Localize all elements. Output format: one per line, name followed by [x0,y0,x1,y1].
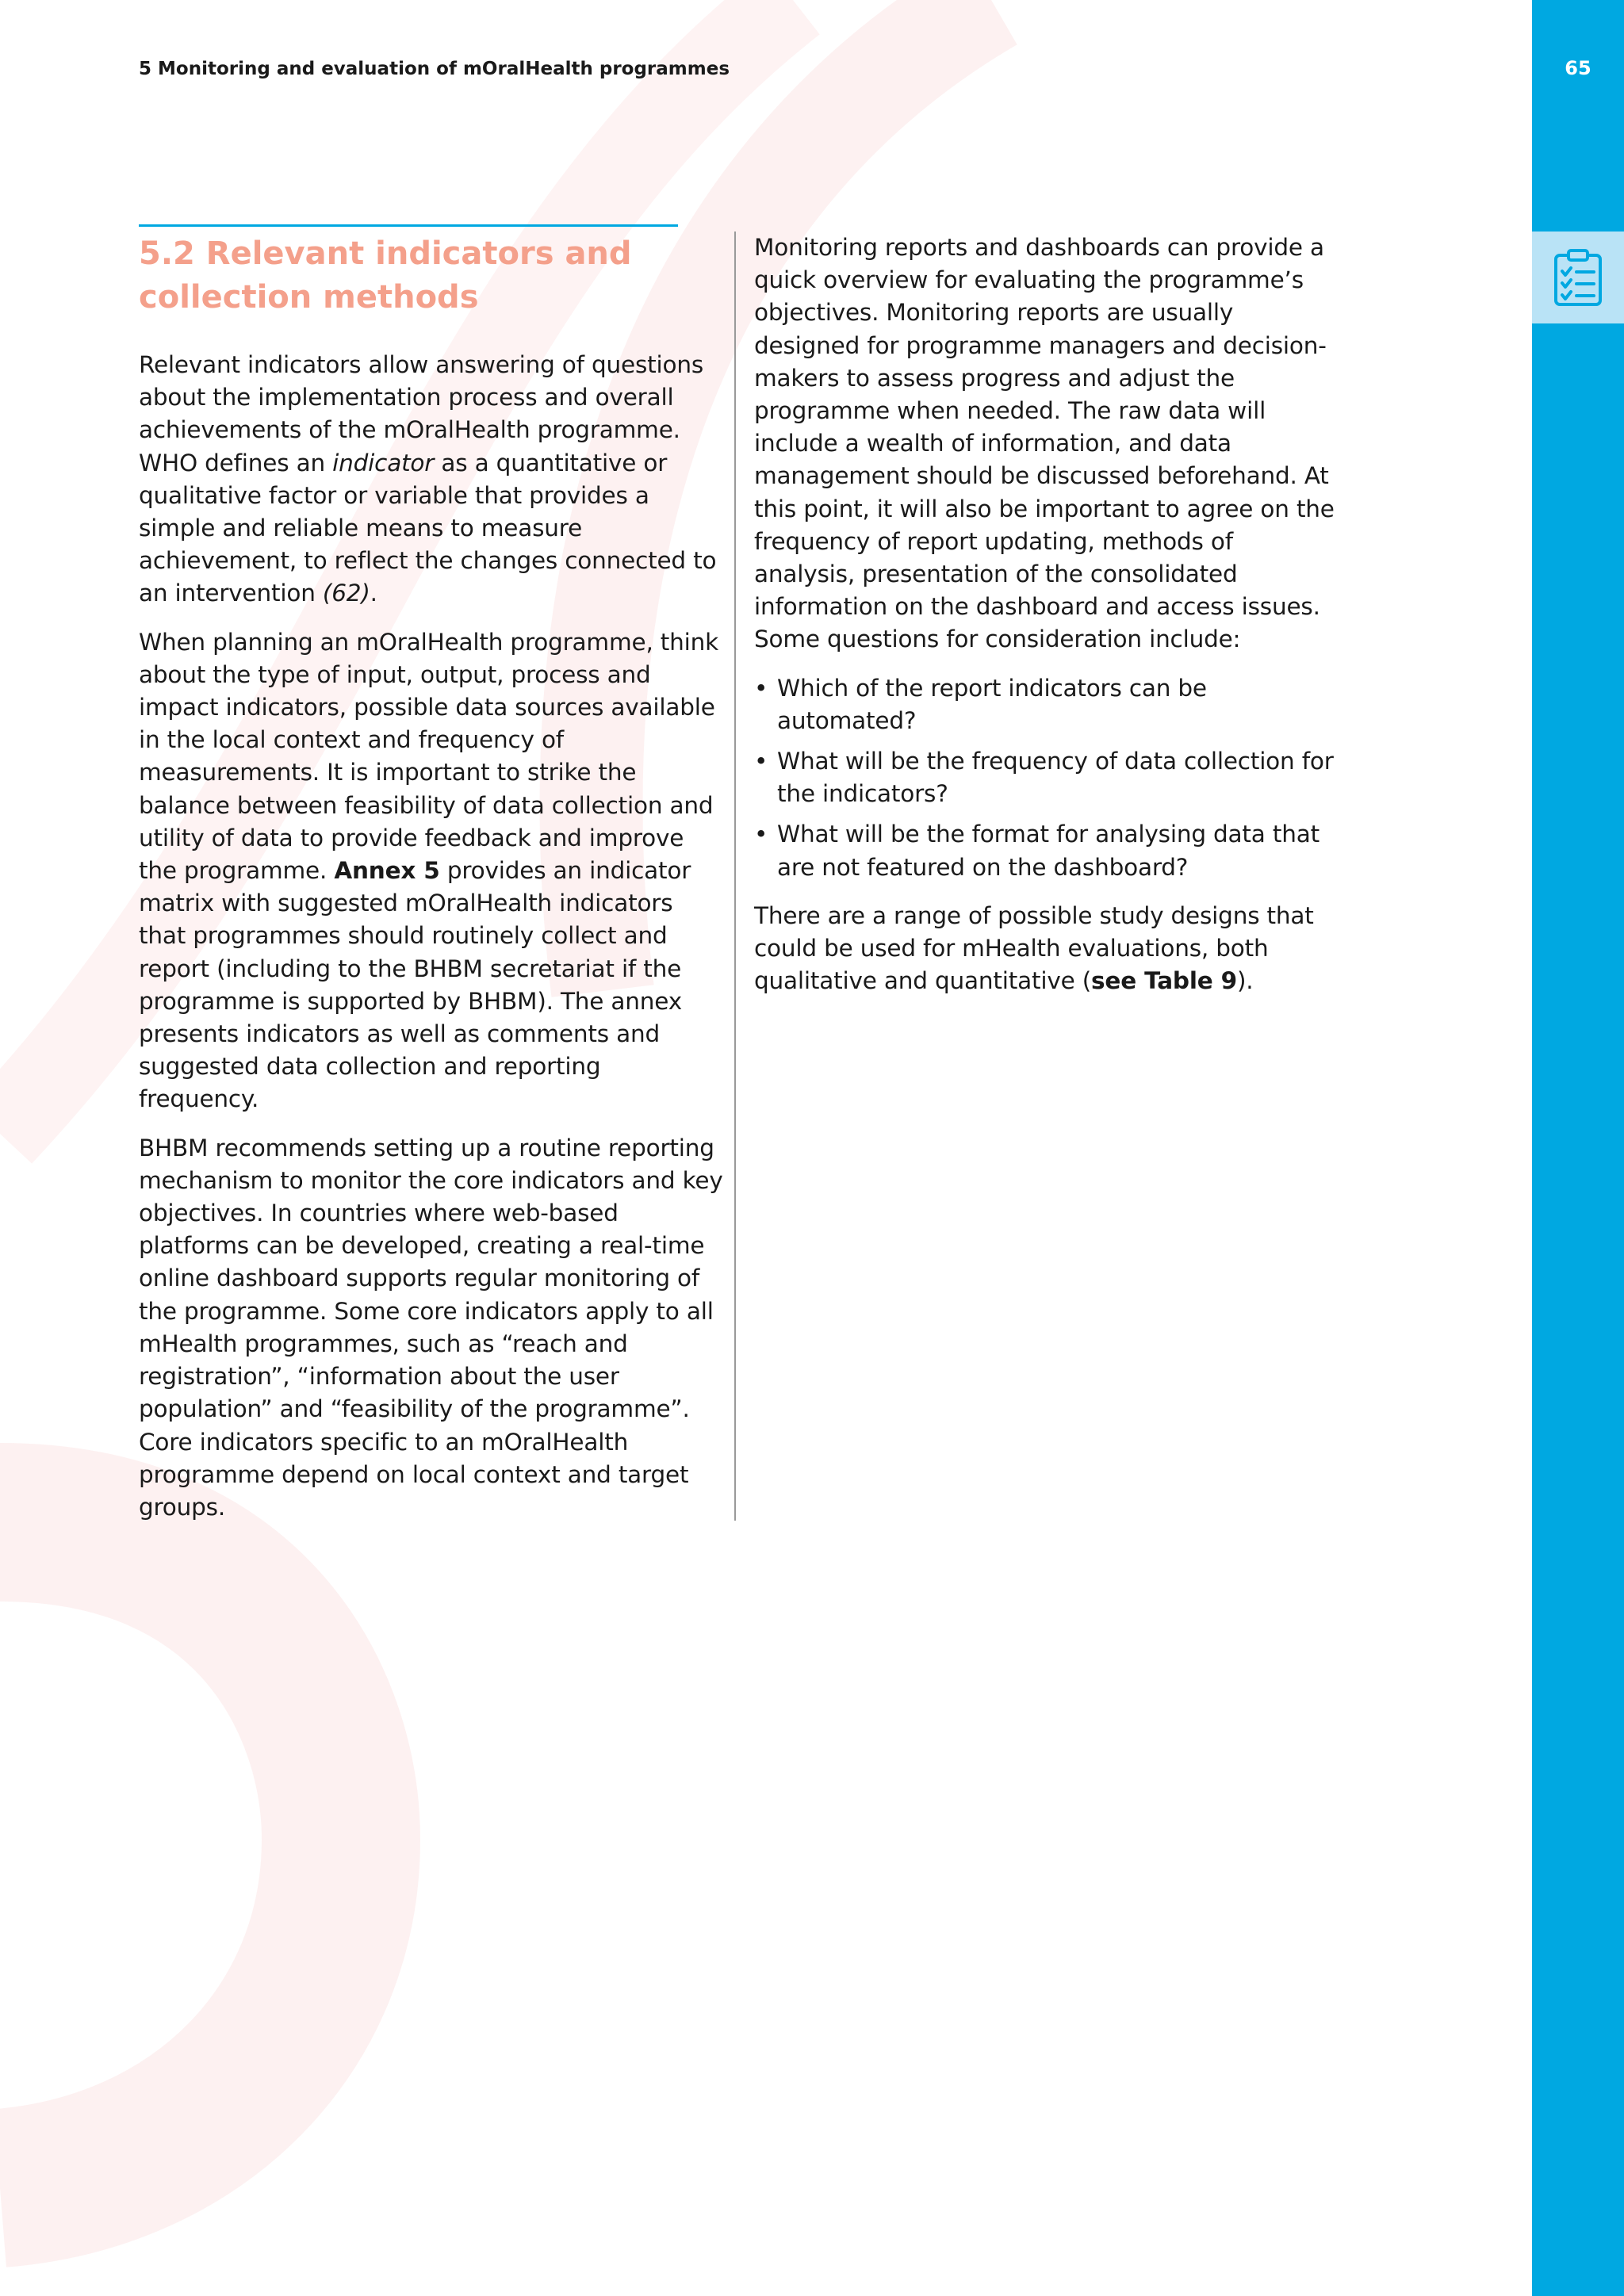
chapter-sidebar [1532,0,1624,2296]
paragraph-planning: When planning an mOralHealth programme, think about the type of input, output, process and impact indicators, possible data sources available in the local context and frequency of measurements. It is important to strike the balance between feasibility of data collection and utility of data to provide feedback and improve the programme. Annex 5 provides an indicator matrix with suggested mOralHealth indicators that programmes should routinely collect and report (including to the BHBM secretariat if the programme is supported by BHBM). The annex presents indicators as well as comments and suggested data collection and reporting frequency. [139,628,719,1113]
list-item: • What will be the frequency of data collection for the indicators? [754,745,1341,810]
clipboard-checklist-icon [1553,247,1603,308]
paragraph-monitoring-reports: Monitoring reports and dashboards can provide a quick overview for evaluating the programme’s objectives. Monitoring reports are usually designed for programme managers and decision-makers to assess progress and adjust the programme when needed. The raw data will include a wealth of information, and data management should be discussed beforehand. At this point, it will also be important to agree on the frequency of report updating, methods of analysis, presentation of the consolidated information on the dashboard and access issues. Some questions for consideration include: [754,234,1335,653]
chapter-tab[interactable] [1532,232,1624,323]
list-item: • What will be the format for analysing data that are not featured on the dashboard? [754,818,1341,883]
heading-rule [139,224,678,227]
left-column [139,349,726,1540]
section-title: 5.2 Relevant indicators and collection methods [139,235,632,316]
term-indicator: indicator [332,449,435,476]
paragraph-study-designs: There are a range of possible study designs that could be used for mHealth evaluations, both qualitative and quantitative (see Table 9). [754,901,1314,995]
paragraph-indicators-intro: Relevant indicators allow answering of questions about the implementation process and overall achievements of the mOralHealth programme. WHO defines an indicator as a quantitative or qualitative factor or variable that provides a simple and reliable means to measure achievement, to reflect the changes connected to an intervention (62). [139,351,717,607]
column-divider [734,232,736,1521]
list-item: • Which of the report indicators can be automated? [754,672,1341,737]
table-reference: see Table 9 [1091,967,1237,995]
paragraph-recommendation: BHBM recommends setting up a routine reporting mechanism to monitor the core indicators and key objectives. In countries where web-based platforms can be developed, creating a real-time online dashboard supports regular monitoring of the programme. Some core indicators apply to all mHealth programmes, such as “reach and registration”, “information about the user population” and “feasibility of the programme”. Core indicators specific to an mOralHealth programme depend on local context and target groups. [139,1134,723,1521]
citation: (62) [322,580,370,607]
right-column [754,232,1341,1013]
page-number: 65 [1565,57,1591,79]
question-list [754,672,1341,884]
running-header: 5 Monitoring and evaluation of mOralHealth programmes [139,59,730,79]
annex-reference: Annex 5 [334,857,440,885]
